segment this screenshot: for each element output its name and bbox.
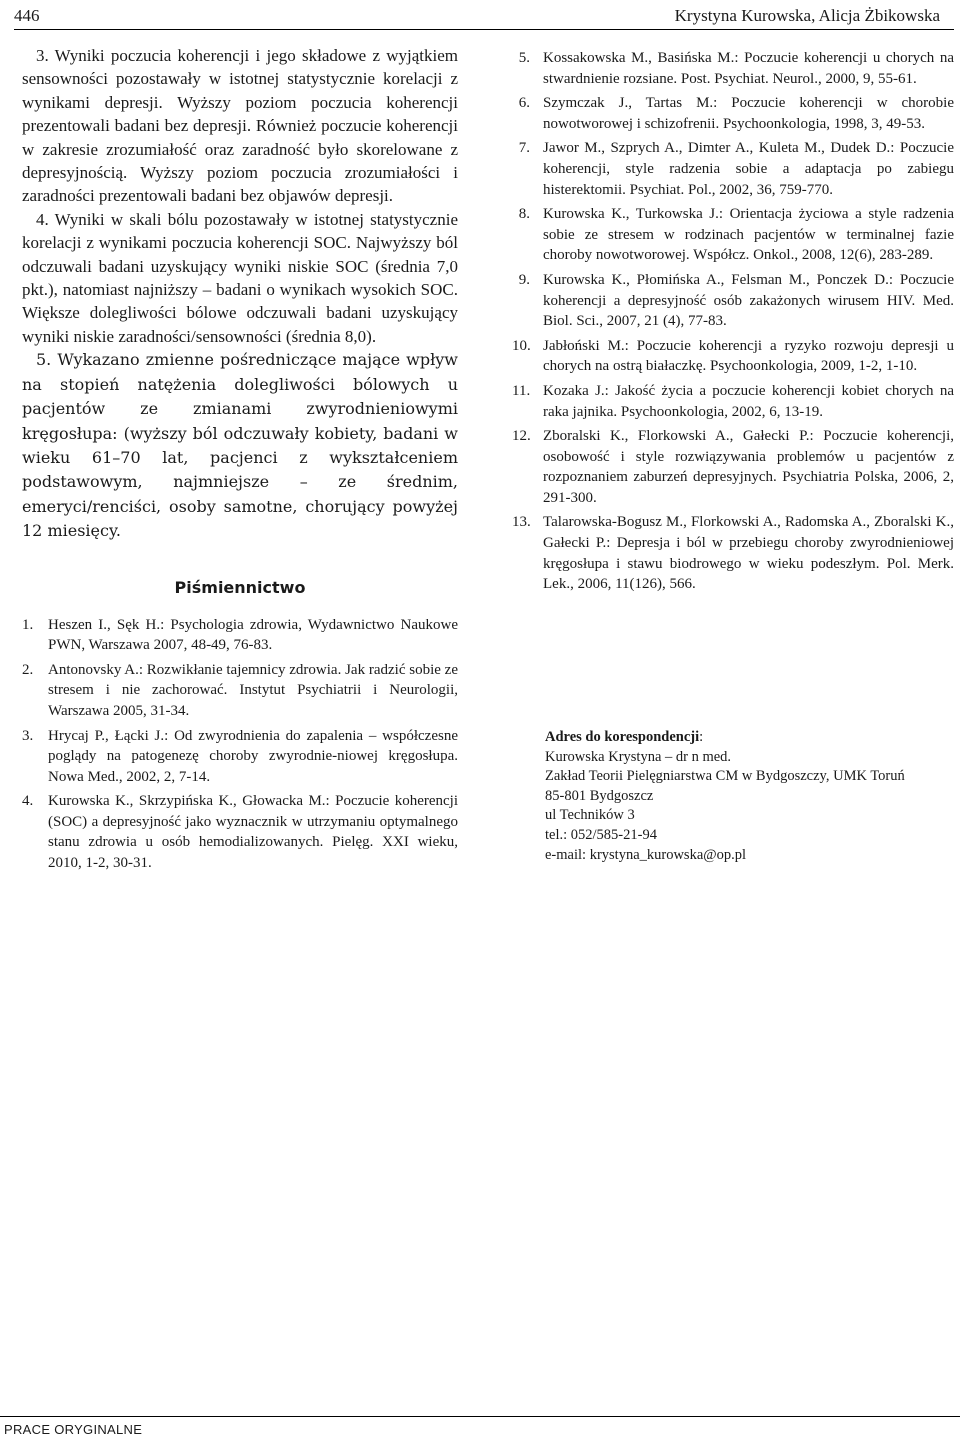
reference-number: 3. bbox=[22, 727, 34, 744]
correspondence-block bbox=[545, 728, 945, 865]
reference-item bbox=[512, 138, 954, 200]
reference-text: Szymczak J., Tartas M.: Poczucie koherencji w chorobie nowotworowej i schizofrenii. Psychoonkologia, 1998, 3, 49-53. bbox=[543, 95, 954, 132]
reference-text: Kossakowska M., Basińska M.: Poczucie koherencji u chorych na stwardnienie rozsiane. Post. Psychiat. Neurol., 2000, 9, 55-61. bbox=[543, 50, 954, 87]
body-paragraph-5: 5. Wykazano zmienne pośredniczące mające wpływ na stopień natężenia dolegliwości bólowych u pacjentów ze zmianami zwyrodnieniowymi kręgosłupa: (wyższy ból odczuwały kobiety, badani w wieku 61–70 lat, pacjenci z wykształceniem podstawowym, najmniejsze – ze średnim, emeryci/renciści, osoby samotne, chorujący powyżej 12 miesięcy. bbox=[22, 350, 458, 541]
reference-text: Hrycaj P., Łącki J.: Od zwyrodnienia do zapalenia – współczesne poglądy na patogenezę choroby zwyrodnie-niowej kręgosłupa. Nowa Med., 2002, 2, 7-14. bbox=[48, 727, 458, 785]
reference-text: Kurowska K., Turkowska J.: Orientacja życiowa a style radzenia sobie ze stresem w rodzinach pacjentów w terminalnej fazie choroby nowotworowej. Współcz. Onkol., 2008, 12(6), 283-289. bbox=[543, 206, 954, 264]
reference-item bbox=[512, 48, 954, 89]
reference-text: Jabłoński M.: Poczucie koherencji a ryzyko rozwoju depresji u chorych na ostrą białaczkę. Psychoonkologia, 2009, 1-2, 1-10. bbox=[543, 337, 954, 375]
reference-number: 1. bbox=[22, 616, 34, 633]
reference-text: Kurowska K., Płomińska A., Felsman M., Ponczek D.: Poczucie koherencji a depresyjność osób zakażonych wirusem HIV. Med. Biol. Sci., 2007, 21 (4), 77-83. bbox=[543, 271, 954, 330]
correspondence-line: 85-801 Bydgoszcz bbox=[545, 787, 654, 804]
reference-number: 9. bbox=[518, 271, 530, 288]
reference-number: 4. bbox=[22, 793, 34, 810]
reference-item bbox=[512, 426, 954, 508]
reference-number: 13. bbox=[512, 514, 531, 531]
reference-item bbox=[512, 512, 954, 594]
correspondence-line: ul Techników 3 bbox=[545, 807, 635, 824]
reference-text: Jawor M., Szprych A., Dimter A., Kuleta M., Dudek D.: Poczucie koherencji, style radzenia sobie a adaptacja po zabiegu histerektomii. Psychiat. Pol., 2002, 36, 759-770. bbox=[543, 140, 954, 198]
reference-item bbox=[512, 336, 954, 377]
correspondence-line: Zakład Teorii Pielęgniarstwa CM w Bydgoszczy, UMK Toruń bbox=[545, 768, 905, 785]
reference-number: 12. bbox=[512, 428, 531, 445]
reference-number: 7. bbox=[518, 140, 530, 157]
reference-text: Kozaka J.: Jakość życia a poczucie koherencji kobiet chorych na raka jajnika. Psychoonkologia, 2002, 6, 13-19. bbox=[543, 382, 954, 420]
reference-number: 5. bbox=[518, 50, 530, 66]
footer-rule bbox=[0, 1416, 960, 1417]
reference-item bbox=[22, 615, 458, 656]
header-rule bbox=[14, 29, 954, 30]
reference-number: 11. bbox=[512, 382, 531, 399]
reference-item bbox=[22, 791, 458, 873]
reference-item bbox=[512, 204, 954, 266]
reference-item bbox=[512, 270, 954, 332]
reference-item bbox=[22, 726, 458, 788]
correspondence-email: e-mail: krystyna_kurowska@op.pl bbox=[545, 846, 747, 863]
references-heading: Piśmiennictwo bbox=[174, 577, 306, 597]
reference-number: 10. bbox=[512, 337, 531, 354]
reference-number: 2. bbox=[22, 661, 34, 678]
body-paragraph-4: 4. Wyniki w skali bólu pozostawały w istotnej statystycznie korelacji z wynikami poczucia koherencji SOC. Najwyższy ból odczuwali badani uzyskujący wyniki niskie SOC (średnia 7,0 pkt.), natomiast najniższy – badani o wynikach wysokich SOC. Większe dolegliwości bólowe odczuwali badani uzyskujący wyniki niskie zaradności/sensowności (średnia 8,0). bbox=[22, 209, 458, 346]
reference-text: Heszen I., Sęk H.: Psychologia zdrowia, Wydawnictwo Naukowe PWN, Warszawa 2007, 48-49, 76-83. bbox=[48, 616, 458, 654]
reference-text: Zboralski K., Florkowski A., Gałecki P.: Poczucie koherencji, osobowość i style rozwiązywania problemów u pacjentów z rozpoznaniem zaburzeń depresyjnych. Psychiatria Polska, 2006, 2, 291-300. bbox=[543, 428, 954, 506]
running-header-authors: Krystyna Kurowska, Alicja Żbikowska bbox=[674, 6, 940, 25]
section-label: PRACE ORYGINALNE bbox=[4, 1422, 143, 1437]
running-header bbox=[14, 4, 954, 30]
reference-item bbox=[22, 660, 458, 722]
correspondence-colon: : bbox=[699, 729, 704, 745]
reference-item bbox=[512, 381, 954, 422]
reference-text: Kurowska K., Skrzypińska K., Głowacka M.: Poczucie koherencji (SOC) a depresyjność jako wyznacznik w utrzymaniu optymalnego stanu zdrowia u osób hemodializowanych. Pielęg. XXI wieku, 2010, 1-2, 30-31. bbox=[48, 793, 458, 872]
page-number: 446 bbox=[14, 6, 40, 25]
left-column bbox=[22, 44, 458, 878]
reference-number: 6. bbox=[518, 95, 530, 112]
page-footer bbox=[0, 1416, 960, 1448]
correspondence-label: Adres do korespondencji bbox=[545, 729, 700, 745]
reference-text: Talarowska-Bogusz M., Florkowski A., Radomska A., Zboralski K., Gałecki P.: Depresja i ból w przebiegu choroby zwyrodnieniowej kręgosłupa i stawu biodrowego w wieku podeszłym. Pol. Merk. Lek., 2006, 11(126), 566. bbox=[543, 514, 954, 593]
correspondence-line: Kurowska Krystyna – dr n med. bbox=[545, 748, 732, 765]
right-column bbox=[512, 48, 954, 599]
reference-item bbox=[512, 93, 954, 134]
reference-number: 8. bbox=[518, 206, 530, 223]
reference-text: Antonovsky A.: Rozwikłanie tajemnicy zdrowia. Jak radzić sobie ze stresem i nie zachorować. Instytut Psychiatrii i Neurologii, Warszawa 2005, 31-34. bbox=[48, 661, 458, 719]
correspondence-line: tel.: 052/585-21-94 bbox=[545, 826, 657, 843]
body-paragraph-3: 3. Wyniki poczucia koherencji i jego składowe z wyjątkiem sensowności pozostawały w istotnej statystycznie korelacji z wynikami depresji. Wyższy poziom poczucia koherencji prezentowali badani bez depresji. Również poczucie koherencji w zakresie zrozumiałość oraz zaradność było skorelowane z depresyjnością. Wyższy poziom poczucia zrozumiałości i zaradności prezentowali badani bez objawów depresji. bbox=[22, 46, 458, 206]
